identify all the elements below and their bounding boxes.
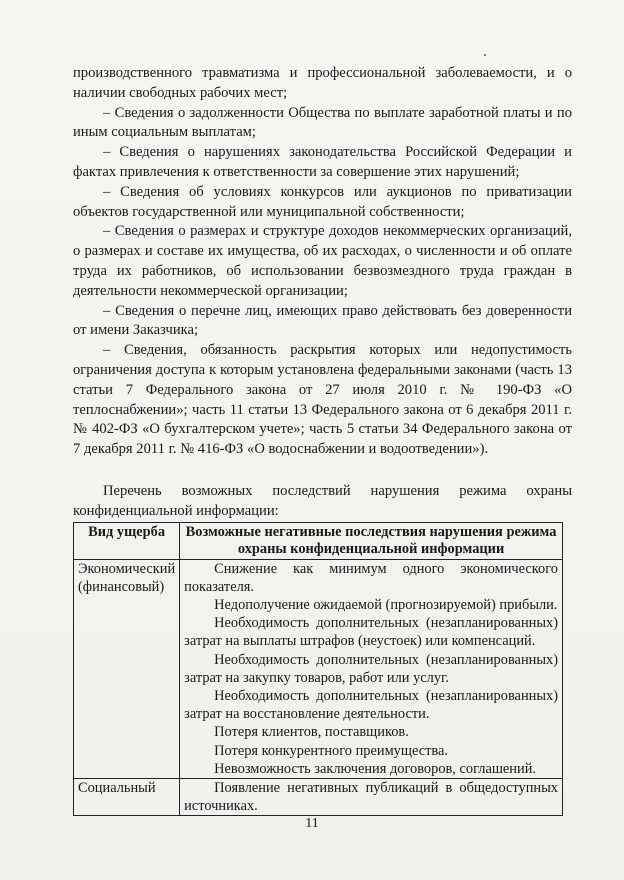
consequence-item: Потеря клиентов, поставщиков. bbox=[214, 724, 409, 741]
table-intro: Перечень возможных последствий нарушения режима охраны конфиденциальной информации: bbox=[73, 482, 572, 519]
paragraph: – Сведения о задолженности Общества по выплате заработной платы и по иным социальным выплатам; bbox=[73, 104, 572, 141]
table-row bbox=[74, 778, 563, 815]
paragraph: – Сведения об условиях конкурсов или аукционов по приватизации объектов государственной или муниципальной собственности; bbox=[73, 183, 572, 220]
header-damage-type: Вид ущерба bbox=[74, 522, 180, 559]
table-header-row bbox=[74, 522, 563, 559]
damage-type-cell: Экономический (финансовый) bbox=[74, 559, 180, 778]
paragraph: – Сведения о размерах и структуре доходов некоммерческих организаций, о размерах и составе их имущества, об их расходах, о численности и об оплате труда их работников, об использовании безвозмездного труда граждан в деятельности некоммерческой организации; bbox=[73, 223, 572, 299]
consequence-item: Недополучение ожидаемой (прогнозируемой) прибыли. bbox=[214, 596, 558, 613]
consequence-item: Появление негативных публикаций в общедоступных источниках. bbox=[184, 779, 558, 815]
consequence-item: Необходимость дополнительных (незапланированных) затрат на восстановление деятельности. bbox=[184, 687, 558, 723]
damage-type-cell: Социальный bbox=[74, 778, 180, 815]
paragraph: – Сведения о нарушениях законодательства Российской Федерации и фактах привлечения к ответственности за совершение этих нарушений; bbox=[73, 144, 572, 180]
consequence-item: Потеря конкурентного преимущества. bbox=[214, 742, 448, 759]
page-number: 11 bbox=[305, 816, 319, 831]
consequences-cell bbox=[180, 778, 563, 815]
consequence-item: Необходимость дополнительных (незапланированных) затрат на выплаты штрафов (неустоек) или компенсаций. bbox=[184, 615, 558, 650]
paragraph: – Сведения о перечне лиц, имеющих право действовать без доверенности от имени Заказчика; bbox=[73, 302, 572, 339]
consequence-item: Невозможность заключения договоров, соглашений. bbox=[214, 760, 536, 777]
consequences-cell bbox=[180, 559, 563, 778]
table-row bbox=[74, 559, 563, 778]
paragraph: производственного травматизма и профессиональной заболеваемости, и о наличии свободных рабочих мест; bbox=[73, 65, 572, 101]
page-body bbox=[73, 64, 572, 816]
consequence-item: Необходимость дополнительных (незапланированных) затрат на закупку товаров, работ или услуг. bbox=[184, 651, 558, 686]
paragraph: – Сведения, обязанность раскрытия которых или недопустимость ограничения доступа к которым установлена федеральными законами (часть 13 статьи 7 Федерального закона от 27 июля 2010 г. № 190-ФЗ «О теплоснабжении»; часть 11 статьи 13 Федерального закона от 6 декабря 2011 г. № 402-ФЗ «О бухгалтерском учете»; часть 5 статьи 34 Федерального закона от 7 декабря 2011 г. № 416-ФЗ «О водоснабжении и водоотведении»). bbox=[73, 342, 572, 458]
consequence-item: Снижение как минимум одного экономического показателя. bbox=[184, 560, 558, 595]
scan-speck bbox=[484, 54, 486, 56]
consequences-table bbox=[73, 522, 563, 817]
header-consequences: Возможные негативные последствия нарушения режима охраны конфиденциальной информации bbox=[180, 522, 563, 559]
